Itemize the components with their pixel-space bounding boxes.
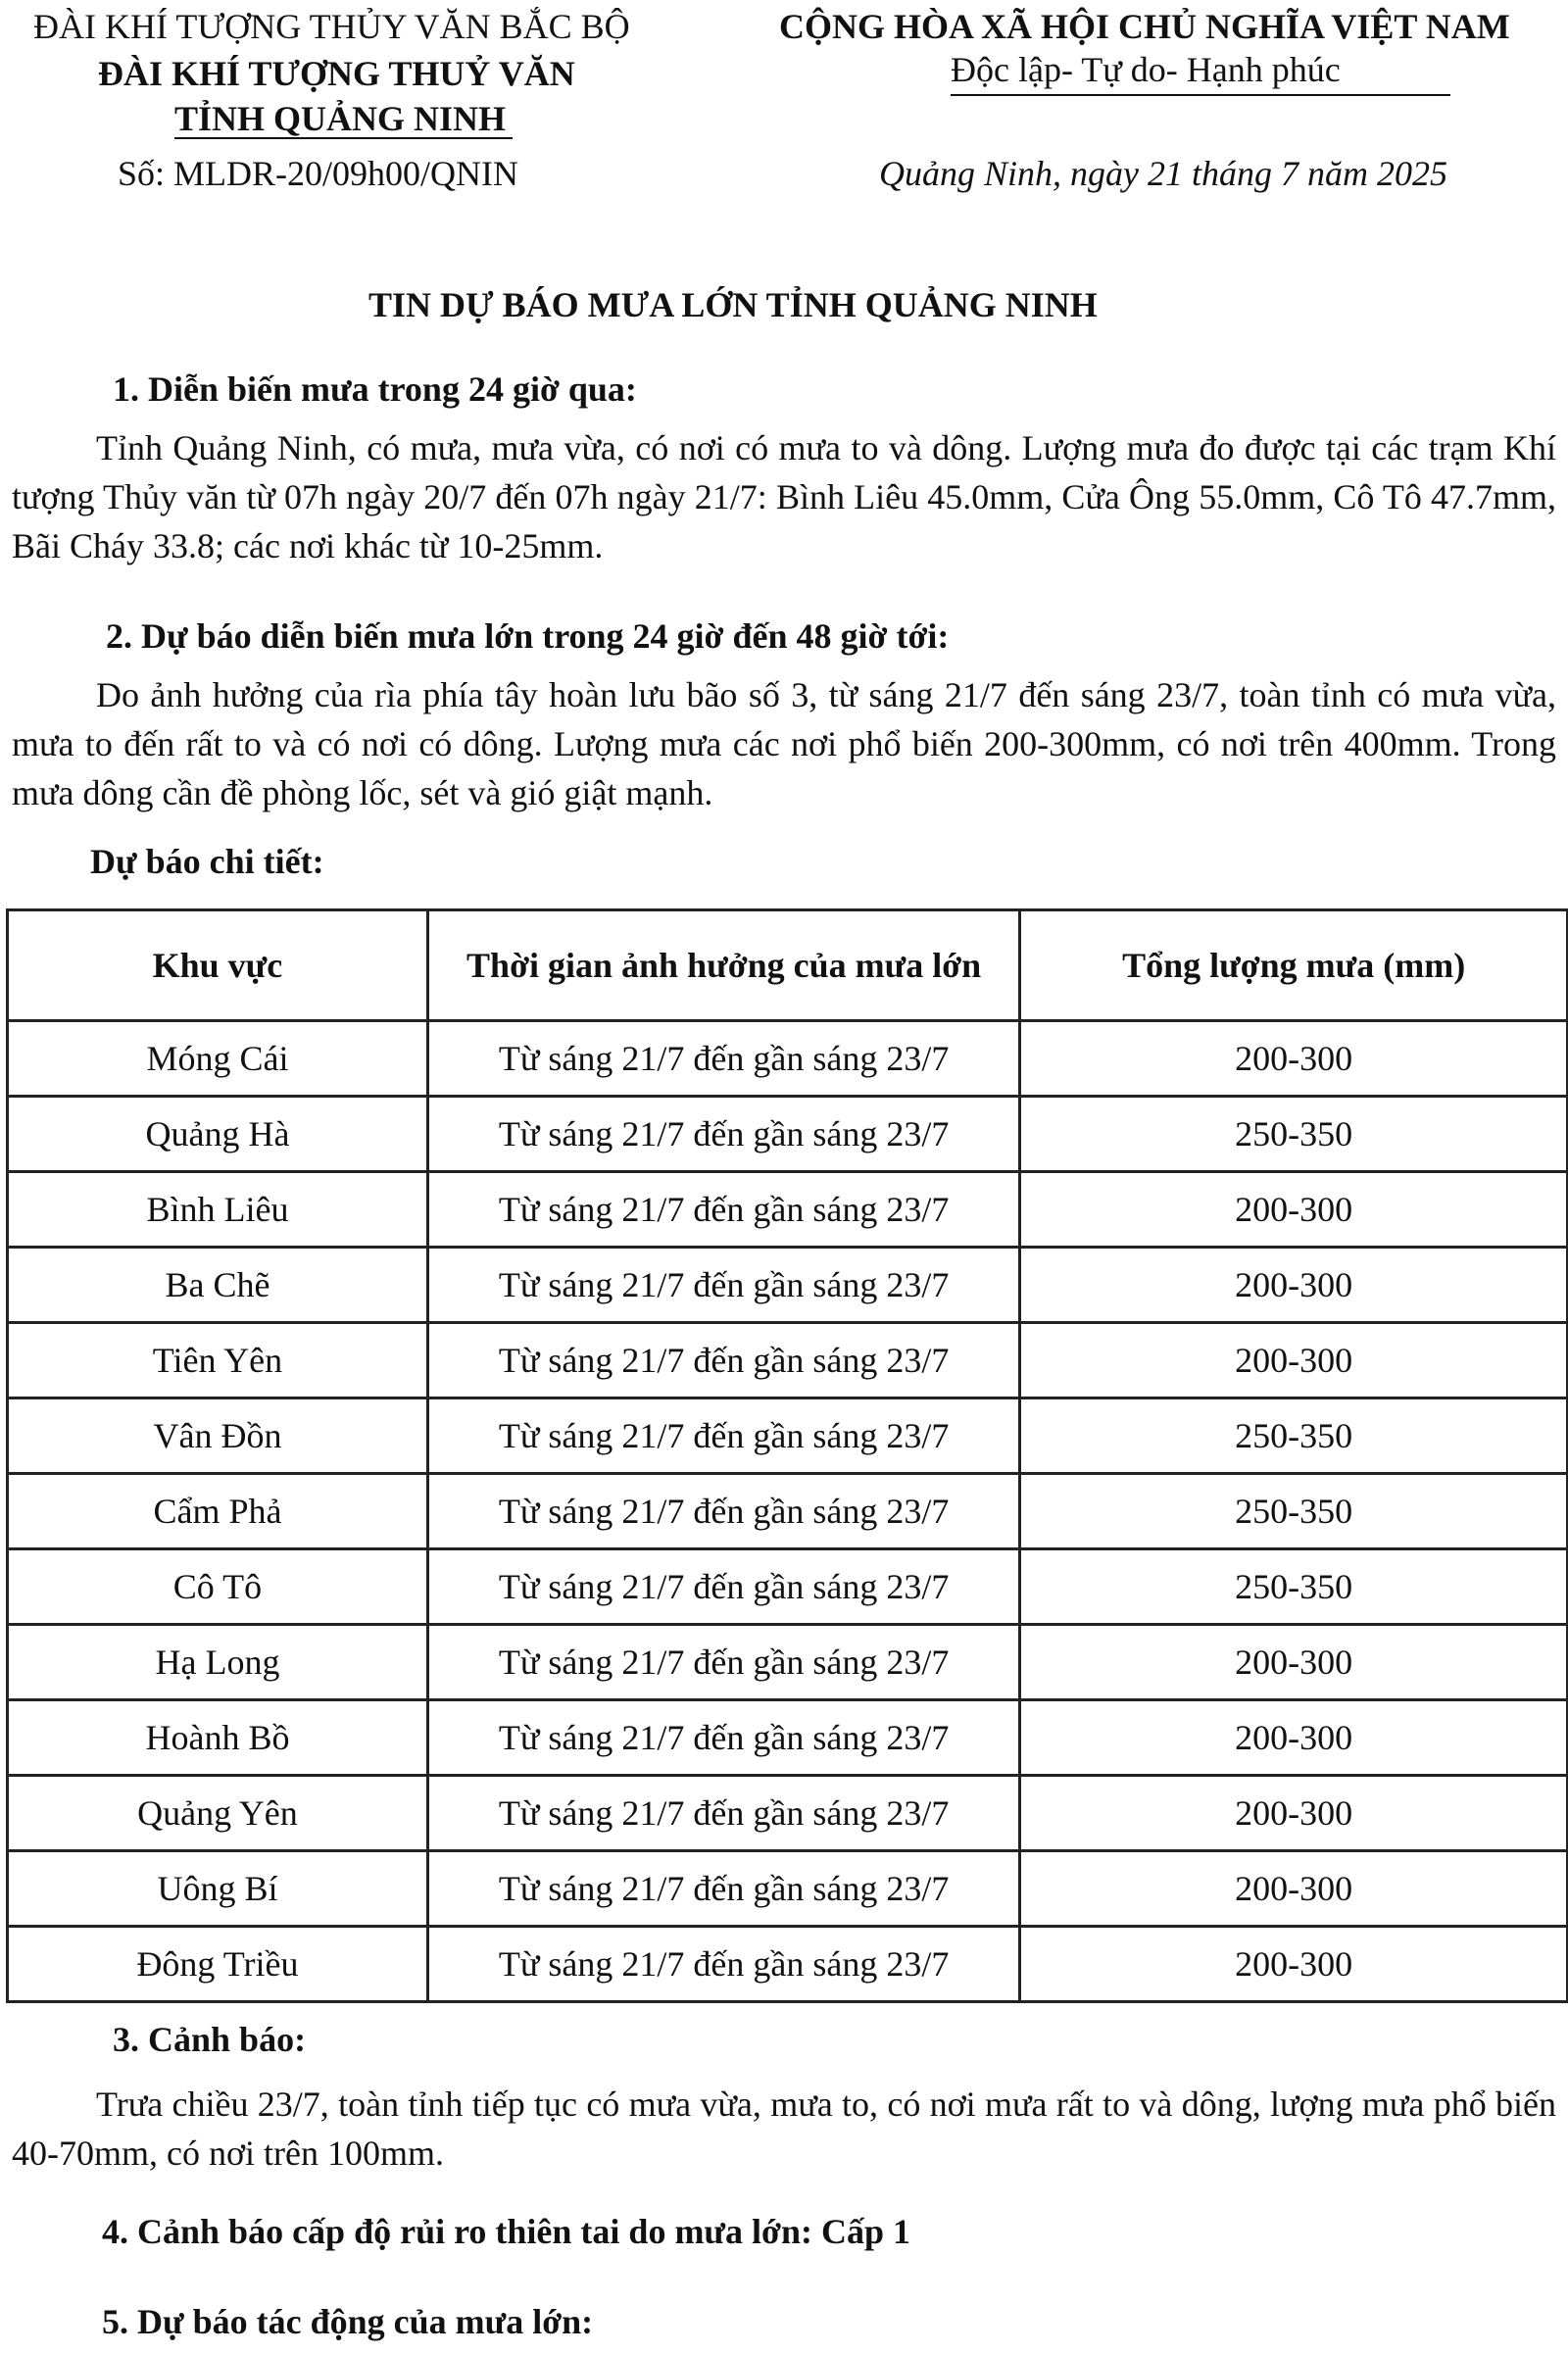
agency-name-line1: ĐÀI KHÍ TƯỢNG THUỶ VĂN	[98, 54, 575, 93]
table-row	[8, 1625, 1568, 1700]
table-header-row	[8, 910, 1568, 1021]
table-row	[8, 1021, 1568, 1097]
cell-rainfall: 250-350	[1020, 1398, 1568, 1474]
cell-area: Uông Bí	[8, 1851, 428, 1927]
motto-underline	[951, 94, 1450, 96]
table-row	[8, 1248, 1568, 1323]
header-rainfall: Tổng lượng mưa (mm)	[1020, 910, 1568, 1021]
section-2-heading: 2. Dự báo diễn biến mưa lớn trong 24 giờ đến 48 giờ tới:	[106, 616, 950, 656]
cell-time: Từ sáng 21/7 đến gần sáng 23/7	[427, 1625, 1019, 1700]
motto: Độc lập- Tự do- Hạnh phúc	[951, 50, 1341, 89]
cell-area: Vân Đồn	[8, 1398, 428, 1474]
cell-time: Từ sáng 21/7 đến gần sáng 23/7	[427, 1549, 1019, 1625]
cell-area: Cô Tô	[8, 1549, 428, 1625]
cell-time: Từ sáng 21/7 đến gần sáng 23/7	[427, 1474, 1019, 1549]
cell-area: Ba Chẽ	[8, 1248, 428, 1323]
section-5-heading: 5. Dự báo tác động của mưa lớn:	[102, 2302, 594, 2341]
agency-name-line2: TỈNH QUẢNG NINH	[174, 99, 507, 138]
table-row	[8, 1549, 1568, 1625]
cell-area: Hoành Bồ	[8, 1700, 428, 1776]
cell-time: Từ sáng 21/7 đến gần sáng 23/7	[427, 1776, 1019, 1851]
cell-rainfall: 250-350	[1020, 1097, 1568, 1172]
section-1-body: Tỉnh Quảng Ninh, có mưa, mưa vừa, có nơi có mưa to và dông. Lượng mưa đo được tại các trạm Khí tượng Thủy văn từ 07h ngày 20/7 đến 07h ngày 21/7: Bình Liêu 45.0mm, Cửa Ông 55.0mm, Cô Tô 47.7mm, Bãi Cháy 33.8; các nơi khác từ 10-25mm.	[12, 428, 1556, 565]
section-3-text	[12, 2080, 1556, 2178]
cell-area: Đông Triều	[8, 1927, 428, 2002]
cell-time: Từ sáng 21/7 đến gần sáng 23/7	[427, 1172, 1019, 1248]
cell-rainfall: 200-300	[1020, 1323, 1568, 1398]
cell-time: Từ sáng 21/7 đến gần sáng 23/7	[427, 1021, 1019, 1097]
document-title: TIN DỰ BÁO MƯA LỚN TỈNH QUẢNG NINH	[368, 285, 1098, 324]
table-row	[8, 1172, 1568, 1248]
cell-rainfall: 250-350	[1020, 1549, 1568, 1625]
agency-parent: ĐÀI KHÍ TƯỢNG THỦY VĂN BẮC BỘ	[33, 7, 630, 46]
header-time: Thời gian ảnh hưởng của mưa lớn	[427, 910, 1019, 1021]
country-name: CỘNG HÒA XÃ HỘI CHỦ NGHĨA VIỆT NAM	[779, 7, 1510, 46]
cell-area: Quảng Hà	[8, 1097, 428, 1172]
cell-rainfall: 200-300	[1020, 1172, 1568, 1248]
table-row	[8, 1700, 1568, 1776]
table-row	[8, 1776, 1568, 1851]
table-row	[8, 1927, 1568, 2002]
detail-label: Dự báo chi tiết:	[90, 842, 324, 881]
cell-rainfall: 200-300	[1020, 1927, 1568, 2002]
cell-time: Từ sáng 21/7 đến gần sáng 23/7	[427, 1097, 1019, 1172]
section-3-body: Trưa chiều 23/7, toàn tỉnh tiếp tục có mưa vừa, mưa to, có nơi mưa rất to và dông, lượng mưa phổ biến 40-70mm, có nơi trên 100mm.	[12, 2084, 1556, 2173]
cell-rainfall: 200-300	[1020, 1851, 1568, 1927]
table-row	[8, 1851, 1568, 1927]
cell-rainfall: 200-300	[1020, 1021, 1568, 1097]
section-3-heading: 3. Cảnh báo:	[113, 2020, 307, 2059]
section-2-text	[12, 670, 1556, 817]
cell-area: Móng Cái	[8, 1021, 428, 1097]
place-date: Quảng Ninh, ngày 21 tháng 7 năm 2025	[879, 154, 1447, 193]
document-number: Số: MLDR-20/09h00/QNIN	[118, 154, 519, 193]
cell-time: Từ sáng 21/7 đến gần sáng 23/7	[427, 1700, 1019, 1776]
cell-time: Từ sáng 21/7 đến gần sáng 23/7	[427, 1927, 1019, 2002]
table-row	[8, 1474, 1568, 1549]
cell-rainfall: 200-300	[1020, 1625, 1568, 1700]
cell-rainfall: 250-350	[1020, 1474, 1568, 1549]
section-1-heading: 1. Diễn biến mưa trong 24 giờ qua:	[113, 369, 637, 409]
table-row	[8, 1097, 1568, 1172]
forecast-table	[6, 908, 1568, 2003]
cell-area: Tiên Yên	[8, 1323, 428, 1398]
cell-area: Quảng Yên	[8, 1776, 428, 1851]
section-1-text	[12, 423, 1556, 570]
cell-area: Hạ Long	[8, 1625, 428, 1700]
cell-time: Từ sáng 21/7 đến gần sáng 23/7	[427, 1248, 1019, 1323]
cell-area: Bình Liêu	[8, 1172, 428, 1248]
cell-rainfall: 200-300	[1020, 1248, 1568, 1323]
table-row	[8, 1398, 1568, 1474]
table-row	[8, 1323, 1568, 1398]
section-4-heading: 4. Cảnh báo cấp độ rủi ro thiên tai do mưa lớn: Cấp 1	[102, 2212, 910, 2251]
section-2-body: Do ảnh hưởng của rìa phía tây hoàn lưu bão số 3, từ sáng 21/7 đến sáng 23/7, toàn tỉnh có mưa vừa, mưa to đến rất to và có nơi có dông. Lượng mưa các nơi phổ biến 200-300mm, có nơi trên 400mm. Trong mưa dông cần đề phòng lốc, sét và gió giật mạnh.	[12, 675, 1556, 812]
cell-rainfall: 200-300	[1020, 1776, 1568, 1851]
cell-time: Từ sáng 21/7 đến gần sáng 23/7	[427, 1851, 1019, 1927]
cell-area: Cẩm Phả	[8, 1474, 428, 1549]
cell-time: Từ sáng 21/7 đến gần sáng 23/7	[427, 1323, 1019, 1398]
header-area: Khu vực	[8, 910, 428, 1021]
agency-underline	[174, 137, 513, 139]
cell-time: Từ sáng 21/7 đến gần sáng 23/7	[427, 1398, 1019, 1474]
cell-rainfall: 200-300	[1020, 1700, 1568, 1776]
